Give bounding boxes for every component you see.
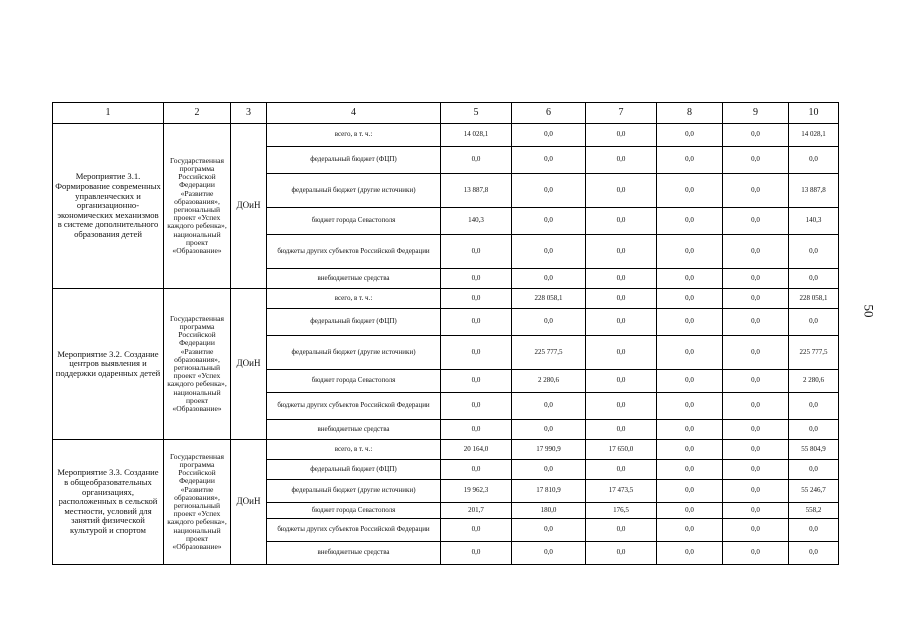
value-cell: 0,0 <box>512 420 586 440</box>
value-cell: 0,0 <box>512 519 586 542</box>
value-cell: 0,0 <box>441 420 512 440</box>
value-cell: 14 028,1 <box>789 124 839 147</box>
header-cell: 10 <box>789 103 839 124</box>
value-cell: 0,0 <box>586 393 657 420</box>
value-cell: 20 164,0 <box>441 440 512 460</box>
value-cell: 0,0 <box>657 208 723 235</box>
table-row <box>53 124 839 147</box>
value-cell: 0,0 <box>723 235 789 269</box>
value-cell: 0,0 <box>586 519 657 542</box>
value-cell: 0,0 <box>723 542 789 565</box>
source-cell: федеральный бюджет (ФЦП) <box>267 147 441 174</box>
value-cell: 0,0 <box>789 460 839 480</box>
value-cell: 0,0 <box>657 289 723 309</box>
value-cell: 0,0 <box>789 269 839 289</box>
value-cell: 0,0 <box>586 542 657 565</box>
value-cell: 0,0 <box>789 235 839 269</box>
value-cell: 0,0 <box>723 393 789 420</box>
value-cell: 0,0 <box>586 289 657 309</box>
value-cell: 0,0 <box>789 147 839 174</box>
source-cell: бюджет города Севастополя <box>267 503 441 519</box>
value-cell: 0,0 <box>441 336 512 370</box>
value-cell: 0,0 <box>586 336 657 370</box>
value-cell: 14 028,1 <box>441 124 512 147</box>
value-cell: 0,0 <box>789 420 839 440</box>
value-cell: 19 962,3 <box>441 480 512 503</box>
responsible-cell: ДОиН <box>231 440 267 565</box>
header-cell: 4 <box>267 103 441 124</box>
value-cell: 0,0 <box>586 147 657 174</box>
header-row <box>53 103 839 124</box>
funding-table <box>52 102 839 565</box>
value-cell: 0,0 <box>586 420 657 440</box>
value-cell: 140,3 <box>789 208 839 235</box>
value-cell: 0,0 <box>586 269 657 289</box>
value-cell: 0,0 <box>723 124 789 147</box>
value-cell: 0,0 <box>512 393 586 420</box>
header-cell: 8 <box>657 103 723 124</box>
value-cell: 0,0 <box>441 519 512 542</box>
value-cell: 0,0 <box>512 235 586 269</box>
value-cell: 0,0 <box>586 174 657 208</box>
value-cell: 0,0 <box>441 269 512 289</box>
header-cell: 6 <box>512 103 586 124</box>
value-cell: 0,0 <box>723 289 789 309</box>
value-cell: 0,0 <box>657 336 723 370</box>
value-cell: 225 777,5 <box>789 336 839 370</box>
value-cell: 558,2 <box>789 503 839 519</box>
header-cell: 5 <box>441 103 512 124</box>
value-cell: 0,0 <box>441 370 512 393</box>
value-cell: 0,0 <box>512 542 586 565</box>
value-cell: 0,0 <box>657 440 723 460</box>
source-cell: федеральный бюджет (ФЦП) <box>267 460 441 480</box>
value-cell: 0,0 <box>441 289 512 309</box>
value-cell: 0,0 <box>586 309 657 336</box>
event-cell: Мероприятие 3.3. Создание в общеобразовательных организациях, расположенных в сельской местности, условий для занятий физической культурой и спортом <box>53 440 164 565</box>
value-cell: 17 650,0 <box>586 440 657 460</box>
source-cell: бюджеты других субъектов Российской Федерации <box>267 235 441 269</box>
value-cell: 0,0 <box>657 460 723 480</box>
source-cell: всего, в т. ч.: <box>267 124 441 147</box>
source-cell: внебюджетные средства <box>267 269 441 289</box>
value-cell: 0,0 <box>789 309 839 336</box>
value-cell: 0,0 <box>723 370 789 393</box>
event-cell: Мероприятие 3.2. Создание центров выявления и поддержки одаренных детей <box>53 289 164 440</box>
value-cell: 0,0 <box>723 480 789 503</box>
value-cell: 0,0 <box>512 269 586 289</box>
program-cell: Государственная программа Российской Федерации «Развитие образования», региональный проект «Успех каждого ребенка», национальный проект «Образование» <box>164 124 231 289</box>
value-cell: 0,0 <box>789 393 839 420</box>
value-cell: 0,0 <box>723 336 789 370</box>
source-cell: федеральный бюджет (другие источники) <box>267 336 441 370</box>
value-cell: 180,0 <box>512 503 586 519</box>
value-cell: 0,0 <box>657 519 723 542</box>
value-cell: 0,0 <box>441 393 512 420</box>
value-cell: 55 246,7 <box>789 480 839 503</box>
source-cell: всего, в т. ч.: <box>267 440 441 460</box>
source-cell: бюджет города Севастополя <box>267 370 441 393</box>
value-cell: 228 058,1 <box>512 289 586 309</box>
value-cell: 0,0 <box>586 370 657 393</box>
value-cell: 0,0 <box>657 393 723 420</box>
value-cell: 0,0 <box>723 208 789 235</box>
value-cell: 0,0 <box>657 420 723 440</box>
value-cell: 0,0 <box>657 269 723 289</box>
value-cell: 176,5 <box>586 503 657 519</box>
value-cell: 0,0 <box>789 519 839 542</box>
value-cell: 225 777,5 <box>512 336 586 370</box>
source-cell: внебюджетные средства <box>267 420 441 440</box>
value-cell: 0,0 <box>723 519 789 542</box>
value-cell: 0,0 <box>657 174 723 208</box>
source-cell: федеральный бюджет (ФЦП) <box>267 309 441 336</box>
value-cell: 201,7 <box>441 503 512 519</box>
responsible-cell: ДОиН <box>231 124 267 289</box>
value-cell: 0,0 <box>657 542 723 565</box>
source-cell: федеральный бюджет (другие источники) <box>267 174 441 208</box>
value-cell: 2 280,6 <box>512 370 586 393</box>
source-cell: федеральный бюджет (другие источники) <box>267 480 441 503</box>
value-cell: 13 887,8 <box>441 174 512 208</box>
source-cell: бюджет города Севастополя <box>267 208 441 235</box>
responsible-cell: ДОиН <box>231 289 267 440</box>
value-cell: 0,0 <box>441 460 512 480</box>
value-cell: 140,3 <box>441 208 512 235</box>
value-cell: 0,0 <box>723 309 789 336</box>
value-cell: 0,0 <box>512 309 586 336</box>
value-cell: 0,0 <box>723 503 789 519</box>
value-cell: 17 990,9 <box>512 440 586 460</box>
value-cell: 0,0 <box>723 174 789 208</box>
source-cell: внебюджетные средства <box>267 542 441 565</box>
value-cell: 0,0 <box>586 208 657 235</box>
value-cell: 0,0 <box>657 124 723 147</box>
value-cell: 0,0 <box>441 309 512 336</box>
value-cell: 228 058,1 <box>789 289 839 309</box>
table-row <box>53 440 839 460</box>
value-cell: 0,0 <box>512 124 586 147</box>
value-cell: 0,0 <box>657 309 723 336</box>
value-cell: 0,0 <box>657 235 723 269</box>
source-cell: бюджеты других субъектов Российской Федерации <box>267 393 441 420</box>
value-cell: 0,0 <box>723 147 789 174</box>
source-cell: бюджеты других субъектов Российской Федерации <box>267 519 441 542</box>
value-cell: 0,0 <box>723 269 789 289</box>
value-cell: 0,0 <box>789 542 839 565</box>
value-cell: 0,0 <box>723 420 789 440</box>
value-cell: 0,0 <box>441 542 512 565</box>
table-row <box>53 289 839 309</box>
value-cell: 0,0 <box>512 174 586 208</box>
program-cell: Государственная программа Российской Федерации «Развитие образования», региональный проект «Успех каждого ребенка», национальный проект «Образование» <box>164 289 231 440</box>
value-cell: 0,0 <box>586 124 657 147</box>
value-cell: 0,0 <box>441 147 512 174</box>
event-cell: Мероприятие 3.1. Формирование современных управленческих и организационно-экономических механизмов в системе дополнительного образования детей <box>53 124 164 289</box>
value-cell: 2 280,6 <box>789 370 839 393</box>
header-cell: 9 <box>723 103 789 124</box>
value-cell: 0,0 <box>657 480 723 503</box>
page-number: 50 <box>861 304 877 318</box>
value-cell: 0,0 <box>723 440 789 460</box>
program-cell: Государственная программа Российской Федерации «Развитие образования», региональный проект «Успех каждого ребенка», национальный проект «Образование» <box>164 440 231 565</box>
value-cell: 0,0 <box>441 235 512 269</box>
value-cell: 0,0 <box>657 503 723 519</box>
header-cell: 2 <box>164 103 231 124</box>
value-cell: 0,0 <box>723 460 789 480</box>
value-cell: 0,0 <box>586 235 657 269</box>
header-cell: 3 <box>231 103 267 124</box>
value-cell: 0,0 <box>657 147 723 174</box>
header-cell: 1 <box>53 103 164 124</box>
value-cell: 0,0 <box>512 460 586 480</box>
value-cell: 0,0 <box>586 460 657 480</box>
header-cell: 7 <box>586 103 657 124</box>
value-cell: 17 810,9 <box>512 480 586 503</box>
value-cell: 13 887,8 <box>789 174 839 208</box>
value-cell: 55 804,9 <box>789 440 839 460</box>
source-cell: всего, в т. ч.: <box>267 289 441 309</box>
value-cell: 0,0 <box>657 370 723 393</box>
value-cell: 0,0 <box>512 147 586 174</box>
value-cell: 17 473,5 <box>586 480 657 503</box>
value-cell: 0,0 <box>512 208 586 235</box>
